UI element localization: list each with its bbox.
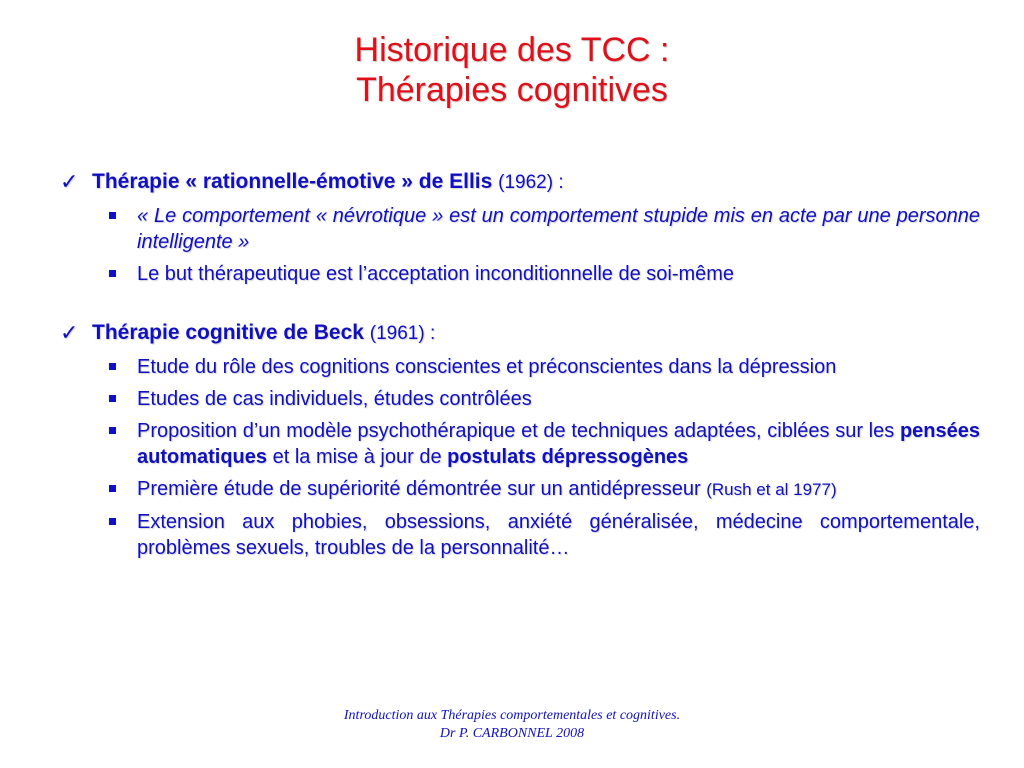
bullet-text: Première étude de supériorité démontrée sur un antidépresseur — [137, 478, 707, 500]
bullet-list — [60, 354, 980, 561]
heading-year: (1961) : — [369, 323, 436, 344]
bullet-item: Extension aux phobies, obsessions, anxiété généralisée, médecine comportementale, problèmes sexuels, troubles de la personnalité… — [137, 511, 980, 559]
heading-text: Thérapie cognitive de Beck — [92, 321, 364, 344]
section-heading-ellis — [60, 166, 980, 199]
footer-line-1: Introduction aux Thérapies comportementales et cognitives. — [343, 708, 681, 723]
bullet-item: Le but thérapeutique est l’acceptation inconditionnelle de soi-même — [137, 261, 980, 287]
bullet-item: Etude du rôle des cognitions conscientes et préconscientes dans la dépression — [137, 354, 980, 380]
section-ellis — [60, 166, 980, 287]
heading-text: Thérapie « rationnelle-émotive » de Ellis — [92, 170, 493, 193]
bullet-item: « Le comportement « névrotique » est un comportement stupide mis en acte par une personne intelligente » — [137, 205, 980, 253]
checkmark-icon: ✓ — [60, 320, 79, 345]
bullet-bold-text: pensées automatiques — [137, 420, 980, 468]
bullet-item: Etudes de cas individuels, études contrôlées — [137, 386, 980, 412]
bullet-list — [60, 203, 980, 287]
bullet-item — [137, 418, 980, 470]
checkmark-icon: ✓ — [60, 169, 79, 194]
title-line-1: Historique des TCC : — [354, 31, 670, 69]
heading-year: (1962) : — [498, 172, 564, 193]
slide-title — [0, 30, 1024, 110]
bullet-text: et la mise à jour de — [267, 446, 448, 468]
section-heading-beck — [60, 317, 980, 350]
bullet-bold-text: postulats dépressogènes — [447, 446, 689, 468]
citation-text: (Rush et al 1977) — [706, 480, 837, 499]
footer-line-2: Dr P. CARBONNEL 2008 — [439, 726, 585, 741]
section-beck — [60, 317, 980, 561]
bullet-text: Proposition d’un modèle psychothérapique et de techniques adaptées, ciblées sur les — [137, 420, 900, 442]
bullet-item — [137, 476, 980, 503]
title-line-2: Thérapies cognitives — [356, 71, 668, 109]
slide-content — [60, 166, 980, 567]
slide-footer — [0, 707, 1024, 743]
